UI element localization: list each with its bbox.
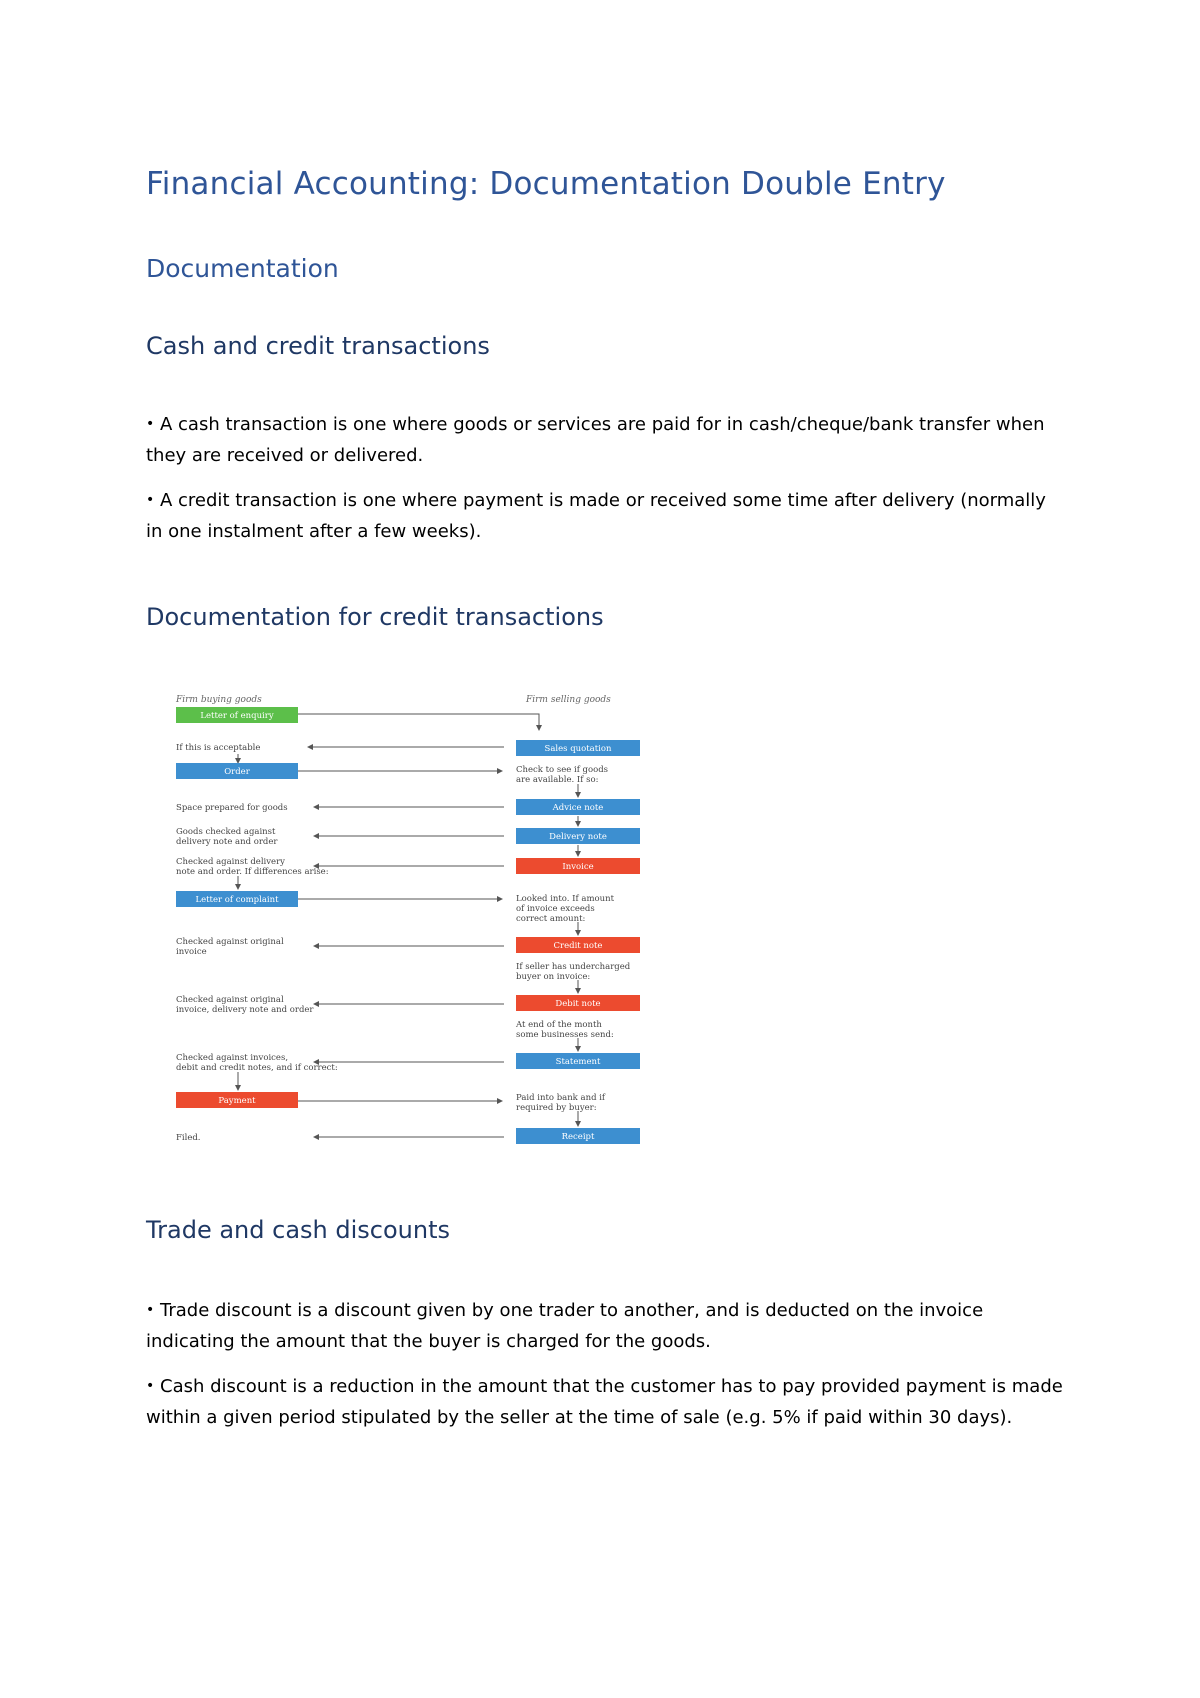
section-heading-documentation: Documentation xyxy=(146,254,339,283)
seller-column-heading: Firm selling goods xyxy=(526,695,611,705)
bullet-text: Trade discount is a discount given by one trader to another, and is deducted on the invoice indicating the amount that the buyer is charged for the goods. xyxy=(146,1300,984,1352)
svg-text:Receipt: Receipt xyxy=(561,1132,595,1142)
buyer-box-payment xyxy=(176,1092,298,1108)
seller-note-paid-bank: Paid into bank and if required by buyer: xyxy=(516,1093,606,1113)
bullet-trade-discount xyxy=(146,1296,1066,1357)
buyer-note-space: Space prepared for goods xyxy=(176,803,288,813)
buyer-note-checked-original: Checked against original invoice xyxy=(176,937,284,957)
seller-note-check-goods: Check to see if goods are available. If so: xyxy=(516,765,609,785)
svg-text:Order: Order xyxy=(224,767,250,777)
buyer-box-enquiry xyxy=(176,707,298,723)
svg-text:Statement: Statement xyxy=(555,1057,601,1067)
svg-text:Advice note: Advice note xyxy=(552,803,604,813)
page-title: Financial Accounting: Documentation Double Entry xyxy=(146,166,946,202)
credit-documentation-flowchart xyxy=(166,684,666,1164)
buyer-note-acceptable: If this is acceptable xyxy=(176,743,261,753)
seller-box-invoice xyxy=(516,858,640,874)
seller-note-end-month: At end of the month some businesses send: xyxy=(516,1020,614,1040)
svg-text:Payment: Payment xyxy=(218,1096,256,1106)
seller-box-credit-note xyxy=(516,937,640,953)
svg-text:Invoice: Invoice xyxy=(562,862,594,872)
seller-box-debit-note xyxy=(516,995,640,1011)
seller-note-looked-into: Looked into. If amount of invoice exceeds correct amount: xyxy=(516,894,614,924)
seller-box-statement xyxy=(516,1053,640,1069)
buyer-note-filed: Filed. xyxy=(176,1133,201,1143)
bullet-text: Cash discount is a reduction in the amount that the customer has to pay provided payment is made within a given period stipulated by the seller at the time of sale (e.g. 5% if paid within 30 days). xyxy=(146,1376,1063,1428)
buyer-column-heading: Firm buying goods xyxy=(176,695,262,705)
bullet-text: A credit transaction is one where payment is made or received some time after delivery (normally in one instalment after a few weeks). xyxy=(146,490,1046,542)
buyer-box-order xyxy=(176,763,298,779)
bullet-cash-discount xyxy=(146,1372,1066,1433)
svg-text:Sales quotation: Sales quotation xyxy=(544,744,612,754)
svg-text:Debit note: Debit note xyxy=(555,999,601,1009)
seller-box-quotation xyxy=(516,740,640,756)
svg-text:Delivery note: Delivery note xyxy=(549,832,607,842)
buyer-box-complaint xyxy=(176,891,298,907)
bullet-text: A cash transaction is one where goods or services are paid for in cash/cheque/bank transfer when they are received or delivered. xyxy=(146,414,1045,466)
svg-text:Letter of enquiry: Letter of enquiry xyxy=(200,711,274,721)
buyer-note-checked-invoices: Checked against invoices, debit and credit notes, and if correct: xyxy=(176,1053,338,1073)
buyer-note-checked-invoice: Checked against delivery note and order. If differences arise: xyxy=(176,857,329,877)
svg-text:Credit note: Credit note xyxy=(553,941,603,951)
bullet-icon: • xyxy=(146,492,155,508)
section-heading-cash-credit: Cash and credit transactions xyxy=(146,332,490,360)
svg-text:Letter of complaint: Letter of complaint xyxy=(195,895,279,905)
seller-box-receipt xyxy=(516,1128,640,1144)
bullet-icon: • xyxy=(146,1302,155,1318)
bullet-cash-transaction xyxy=(146,410,1066,471)
buyer-note-checked-original-all: Checked against original invoice, delivery note and order xyxy=(176,995,314,1015)
seller-box-delivery xyxy=(516,828,640,844)
section-heading-discounts: Trade and cash discounts xyxy=(146,1216,450,1244)
bullet-icon: • xyxy=(146,416,155,432)
seller-note-undercharged: If seller has undercharged buyer on invoice: xyxy=(516,962,631,982)
section-heading-credit-documentation: Documentation for credit transactions xyxy=(146,603,604,631)
bullet-credit-transaction xyxy=(146,486,1066,547)
bullet-icon: • xyxy=(146,1378,155,1394)
buyer-note-checked-delivery: Goods checked against delivery note and order xyxy=(176,827,278,847)
seller-box-advice xyxy=(516,799,640,815)
